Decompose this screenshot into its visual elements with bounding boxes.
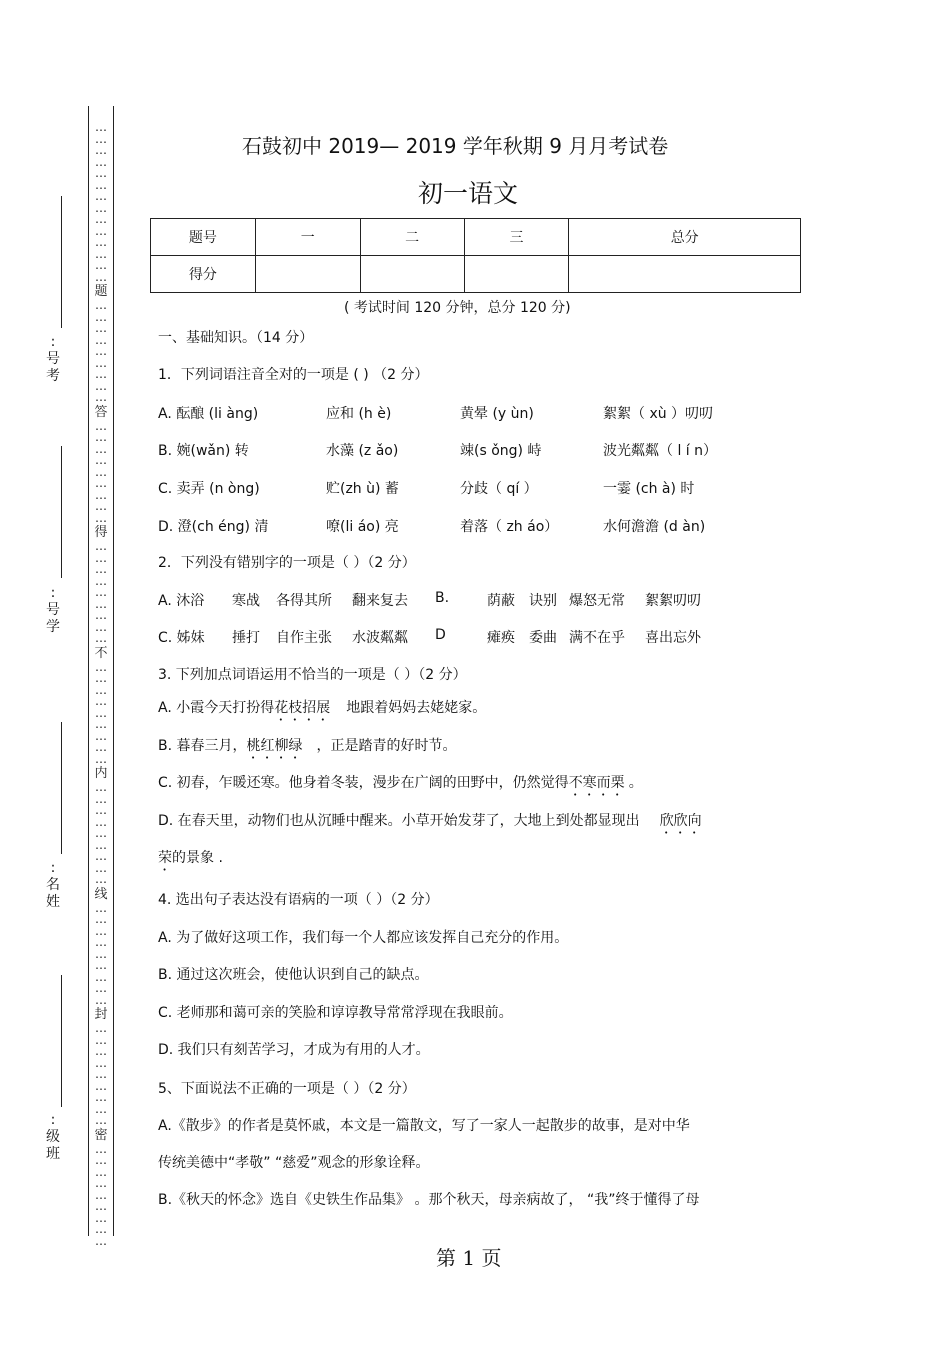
dotted-leader: … xyxy=(95,1055,107,1070)
q1-option-a-3: 黄晕 (y ùn) xyxy=(460,406,534,422)
dotted-leader: … xyxy=(95,189,107,203)
q3-a-prefix: A. 小霞今天打扮得 xyxy=(158,700,275,716)
q4-stem: 4. 选出句子表达没有语病的一项（ ）（2 分） xyxy=(158,892,439,908)
q2-option-d-4: 喜出忘外 xyxy=(645,630,701,646)
q2-option-a-3: 各得其所 xyxy=(276,593,332,609)
q1-option-b-1: B. 婉(wǎn) 转 xyxy=(158,443,249,459)
dotted-leader: … xyxy=(95,1021,107,1035)
score-cell-total[interactable] xyxy=(569,256,801,293)
header-tihao: 题号 xyxy=(151,219,256,256)
q2-option-c-3: 自作主张 xyxy=(276,630,332,646)
dotted-leader: … xyxy=(95,935,107,949)
q5-option-a-line2: 传统美德中“孝敬” “慈爱”观念的形象诠释。 xyxy=(158,1155,430,1171)
dotted-leader: … xyxy=(95,946,107,961)
char-hao: 号 xyxy=(46,602,60,618)
q2-option-a-2: 寒战 xyxy=(232,593,260,609)
dotted-leader: … xyxy=(95,923,107,938)
q1-option-b-3: 竦(s ǒng) 峙 xyxy=(460,443,542,459)
dotted-leader: … xyxy=(95,992,107,1007)
score-cell-two[interactable] xyxy=(360,256,464,293)
dotted-leader: … xyxy=(95,912,107,926)
dotted-leader: … xyxy=(95,390,107,404)
dotted-leader: … xyxy=(95,476,107,490)
char-ji: 级 xyxy=(46,1129,60,1145)
subject-title: 初一语文 xyxy=(418,179,519,208)
char-ban: 班 xyxy=(46,1146,60,1162)
score-header-row xyxy=(151,219,801,256)
q3-a-suffix: 地跟着妈妈去姥姥家。 xyxy=(346,700,487,716)
dotted-leader: … xyxy=(95,573,107,588)
q2-option-b-2: 诀别 xyxy=(529,593,557,609)
header-three: 三 xyxy=(464,219,569,256)
q1-option-d-3: 着落（ zh áo） xyxy=(460,519,559,535)
binding-char-0: 题 xyxy=(94,284,108,299)
dotted-leader: … xyxy=(95,464,107,479)
q5-stem: 5、下面说法不正确的一项是（ ）（2 分） xyxy=(158,1081,416,1097)
binding-char-6: 封 xyxy=(94,1007,108,1022)
dotted-leader: … xyxy=(95,355,107,370)
q3-option-d-line2 xyxy=(158,847,223,874)
score-cell-one[interactable] xyxy=(255,256,360,293)
dotted-leader: … xyxy=(95,780,107,794)
char-xue: 学 xyxy=(46,619,60,635)
score-table xyxy=(150,218,801,293)
binding-char-5: 线 xyxy=(94,886,108,902)
page-number: 第 1 页 xyxy=(436,1246,502,1270)
dotted-leader: … xyxy=(95,1176,107,1190)
dotted-leader: … xyxy=(95,298,107,312)
dotted-leader: … xyxy=(95,510,107,525)
q1-option-b-4: 波光粼粼（ l í n） xyxy=(603,443,718,459)
q3-b-prefix: B. 暮春三月， xyxy=(158,738,247,754)
q3-c-prefix: C. 初春，乍暖还寒。他身着冬装，漫步在广阔的田野中，仍然觉得 xyxy=(158,775,569,791)
dotted-leader: … xyxy=(95,131,107,146)
binding-char-1: 答 xyxy=(94,404,108,420)
header-two: 二 xyxy=(360,219,464,256)
dotted-leader: … xyxy=(95,1153,107,1167)
xuehao-underline xyxy=(61,446,62,578)
dotted-leader: … xyxy=(95,596,107,611)
dotted-leader: … xyxy=(95,631,107,645)
q2-option-b-label: B. xyxy=(435,590,450,606)
q2-option-c-2: 捶打 xyxy=(232,630,260,646)
dotted-leader: … xyxy=(95,562,107,576)
dotted-leader: … xyxy=(95,981,107,995)
dotted-leader: … xyxy=(95,367,107,381)
dotted-leader: … xyxy=(95,1164,107,1179)
char-hao: 号 xyxy=(46,351,60,367)
dotted-leader: … xyxy=(95,539,107,553)
dotted-leader: … xyxy=(95,1210,107,1225)
dotted-leader: … xyxy=(95,154,107,169)
q3-d-suffix: 的景象 . xyxy=(172,850,223,866)
exam-info: ( 考试时间 120 分钟，总分 120 分) xyxy=(344,300,571,316)
dotted-leader: … xyxy=(95,619,107,634)
q2-option-b-1: 荫蔽 xyxy=(487,593,515,609)
q3-c-suffix: 。 xyxy=(628,775,643,791)
q2-option-d-label: D xyxy=(435,627,446,643)
q4-option-d: D. 我们只有刻苦学习，才成为有用的人才。 xyxy=(158,1042,430,1058)
colon-mark: : xyxy=(50,334,56,350)
dotted-leader: … xyxy=(95,235,107,249)
dotted-leader: … xyxy=(95,958,107,972)
dotted-leader: … xyxy=(95,143,107,157)
q2-option-d-3: 满不在乎 xyxy=(569,630,625,646)
dotted-leader: … xyxy=(95,453,107,467)
q3-c-emphasized-word: 不寒而栗 xyxy=(568,775,625,791)
dotted-leader: … xyxy=(95,705,107,720)
dotted-leader: … xyxy=(95,814,107,829)
binding-char-2: 得 xyxy=(94,525,108,540)
q3-b-suffix: ，正是踏青的好时节。 xyxy=(316,738,457,754)
binding-line-right xyxy=(113,106,114,1236)
dotted-leader: … xyxy=(95,969,107,984)
dotted-leader: … xyxy=(95,1141,107,1156)
dotted-leader: … xyxy=(95,441,107,456)
q1-option-d-2: 嘹(li áo) 亮 xyxy=(326,519,399,535)
dotted-leader: … xyxy=(95,200,107,215)
dotted-leader: … xyxy=(95,1078,107,1093)
dotted-leader: … xyxy=(95,1199,107,1213)
binding-dotted-column xyxy=(94,122,108,1247)
dotted-leader: … xyxy=(95,740,107,754)
dotted-leader: … xyxy=(95,849,107,863)
dotted-leader: … xyxy=(95,791,107,806)
dotted-leader: … xyxy=(95,1067,107,1081)
dotted-leader: … xyxy=(95,826,107,840)
dotted-leader: … xyxy=(95,671,107,685)
q3-option-c xyxy=(158,772,643,799)
q2-stem: 2．下列没有错别字的一项是（ ）（2 分） xyxy=(158,555,416,571)
dotted-leader: … xyxy=(95,550,107,565)
q3-d-text: D. 在春天里，动物们也从沉睡中醒来。小草开始发芽了，大地上到处都显现出 xyxy=(158,813,640,829)
dotted-leader: … xyxy=(95,872,107,886)
binding-char-4: 内 xyxy=(94,766,108,781)
q2-option-b-4: 絮絮叨叨 xyxy=(645,593,701,609)
dotted-leader: … xyxy=(95,344,107,358)
dotted-leader: … xyxy=(95,1222,107,1236)
row-label-score: 得分 xyxy=(151,256,256,293)
score-row xyxy=(151,256,801,293)
dotted-leader: … xyxy=(95,166,107,180)
dotted-leader: … xyxy=(95,1233,107,1248)
dotted-leader: … xyxy=(95,837,107,852)
q5-option-a-line1: A.《散步》的作者是莫怀戚，本文是一篇散文，写了一家人一起散步的故事，是对中华 xyxy=(158,1118,690,1134)
q3-option-b xyxy=(158,735,457,762)
q2-option-d-1: 瘫痪 xyxy=(487,630,515,646)
dotted-leader: … xyxy=(95,378,107,393)
dotted-leader: … xyxy=(95,332,107,347)
dotted-leader: … xyxy=(95,860,107,875)
xingming-label xyxy=(44,860,62,911)
dotted-leader: … xyxy=(95,269,107,284)
dotted-leader: … xyxy=(95,120,107,134)
q3-a-emphasized-word: 花枝招展 xyxy=(274,700,331,716)
dotted-leader: … xyxy=(95,212,107,226)
q3-option-d-line1 xyxy=(158,810,702,837)
q3-option-a xyxy=(158,697,486,724)
dotted-leader: … xyxy=(95,223,107,238)
q2-option-a-4: 翻来复去 xyxy=(352,593,408,609)
q1-option-a-2: 应和 (h è) xyxy=(326,406,392,422)
q2-option-a-1: A. 沐浴 xyxy=(158,593,205,609)
dotted-leader: … xyxy=(95,246,107,261)
colon-mark: : xyxy=(50,585,56,601)
q1-option-c-1: C. 卖弄 (n òng) xyxy=(158,481,260,497)
xuehao-label xyxy=(44,585,62,636)
dotted-leader: … xyxy=(95,1044,107,1058)
dotted-leader: … xyxy=(95,900,107,915)
banji-label xyxy=(44,1112,62,1163)
dotted-leader: … xyxy=(95,694,107,708)
dotted-leader: … xyxy=(95,321,107,335)
dotted-leader: … xyxy=(95,1113,107,1127)
q1-option-c-2: 贮(zh ù) 蓄 xyxy=(326,481,399,497)
header-total: 总分 xyxy=(569,219,801,256)
dotted-leader: … xyxy=(95,717,107,731)
binding-char-3: 不 xyxy=(94,645,108,661)
q1-option-c-3: 分歧（ qí ） xyxy=(460,481,538,497)
binding-line-left xyxy=(88,106,89,1236)
q1-option-d-1: D. 澄(ch éng) 清 xyxy=(158,519,269,535)
section-heading: 一、基础知识。（14 分） xyxy=(158,330,314,346)
q2-option-b-3: 爆怒无常 xyxy=(569,593,625,609)
xingming-underline xyxy=(61,722,62,854)
dotted-leader: … xyxy=(95,1187,107,1202)
dotted-leader: … xyxy=(95,177,107,192)
dotted-leader: … xyxy=(95,751,107,766)
q2-option-c-4: 水波粼粼 xyxy=(352,630,408,646)
dotted-leader: … xyxy=(95,803,107,817)
q1-option-a-1: A. 酝酿 (li àng) xyxy=(158,406,259,422)
banji-underline xyxy=(61,975,62,1107)
q4-option-b: B. 通过这次班会，使他认识到自己的缺点。 xyxy=(158,967,429,983)
q5-option-b-line1: B.《秋天的怀念》选自《史铁生作品集》 。那个秋天，母亲病故了， “我”终于懂得了母 xyxy=(158,1192,700,1208)
score-cell-three[interactable] xyxy=(464,256,569,293)
q1-option-c-4: 一霎 (ch à) 时 xyxy=(603,481,695,497)
kaohao-label xyxy=(44,334,62,385)
char-ming: 名 xyxy=(46,877,60,893)
q4-option-a: A. 为了做好这项工作，我们每一个人都应该发挥自己充分的作用。 xyxy=(158,930,569,946)
dotted-leader: … xyxy=(95,309,107,324)
char-kao: 考 xyxy=(46,368,60,384)
q1-option-d-4: 水何澹澹 (d àn) xyxy=(603,519,706,535)
q1-option-a-4: 絮絮（ xù ）叨叨 xyxy=(603,406,714,422)
q2-option-d-2: 委曲 xyxy=(529,630,557,646)
binding-char-7: 密 xyxy=(94,1127,108,1143)
q1-stem: 1．下列词语注音全对的一项是 ( ) （2 分） xyxy=(158,367,429,383)
dotted-leader: … xyxy=(95,1090,107,1104)
colon-mark: : xyxy=(50,860,56,876)
dotted-leader: … xyxy=(95,682,107,697)
q3-b-emphasized-word: 桃红柳绿 xyxy=(246,738,303,754)
header-one: 一 xyxy=(255,219,360,256)
dotted-leader: … xyxy=(95,499,107,513)
dotted-leader: … xyxy=(95,1101,107,1116)
dotted-leader: … xyxy=(95,728,107,743)
dotted-leader: … xyxy=(95,430,107,444)
q3-d-emphasized-word-cont: 荣 xyxy=(158,850,172,866)
q4-option-c: C. 老师那和蔼可亲的笑脸和谆谆教导常常浮现在我眼前。 xyxy=(158,1005,513,1021)
dotted-leader: … xyxy=(95,585,107,599)
dotted-leader: … xyxy=(95,487,107,502)
dotted-leader: … xyxy=(95,258,107,272)
dotted-leader: … xyxy=(95,608,107,622)
dotted-leader: … xyxy=(95,1032,107,1047)
colon-mark: : xyxy=(50,1112,56,1128)
q3-stem: 3. 下列加点词语运用不恰当的一项是（ ）（2 分） xyxy=(158,667,467,683)
kaohao-underline xyxy=(61,196,62,328)
dotted-leader: … xyxy=(95,659,107,674)
exam-title: 石鼓初中 2019— 2019 学年秋期 9 月月考试卷 xyxy=(242,134,669,158)
q2-option-c-1: C. 姊妹 xyxy=(158,630,205,646)
q1-option-b-2: 水藻 (z ǎo) xyxy=(326,443,399,459)
q3-d-emphasized-word: 欣欣向 xyxy=(659,813,702,829)
char-xing: 姓 xyxy=(46,894,60,910)
dotted-leader: … xyxy=(95,418,107,433)
